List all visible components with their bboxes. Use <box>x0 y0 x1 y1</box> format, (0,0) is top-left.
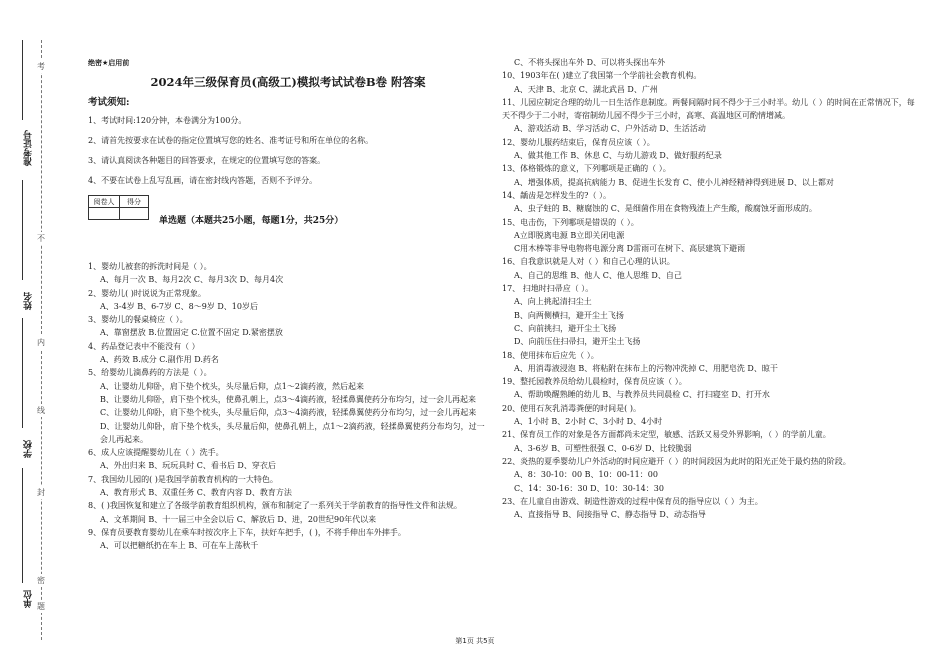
score-cell: 得分 <box>120 196 149 208</box>
question-stem: 1、婴幼儿被套的拆洗时间是（ ）。 <box>88 262 212 271</box>
question-stem: 2、婴幼儿( )时说说为正常现象。 <box>88 288 206 298</box>
question-options: A、做其他工作 B、休息 C、与幼儿游戏 D、做好服药纪录 <box>514 151 722 161</box>
question-item <box>88 526 488 553</box>
notice-heading: 考试须知: <box>88 97 130 108</box>
question-item <box>502 216 922 256</box>
question-stem: 9、保育员要教育婴幼儿在乘车时按次序上下车，扶好车把手，( )，不将手伸出车外摔手。 <box>88 527 406 537</box>
question-options: A、让婴幼儿仰卧，肩下垫个枕头，头尽量后仰，点1～2滴药液，然后起来 <box>100 381 364 391</box>
question-item <box>502 136 922 163</box>
question-options: C、不将头探出车外 D、可以将头探出车外 <box>514 58 666 67</box>
left-question-list <box>88 260 488 553</box>
question-item <box>88 473 488 500</box>
notice-item: 4、不要在试卷上乱写乱画，请在密封线内答题，否则不予评分。 <box>88 176 318 185</box>
question-options: A、1小时 B、2小时 C、3小时 D、4小时 <box>514 417 663 427</box>
field-line <box>22 468 23 583</box>
question-options: A、外出归来 B、玩玩具时 C、看书后 D、穿衣后 <box>100 461 276 471</box>
question-stem: 18、使用抹布后应先（ ）。 <box>502 350 599 360</box>
question-item <box>88 499 488 526</box>
question-options: B、让婴幼儿仰卧，肩下垫个枕头，使鼻孔朝上，点3～4滴药液，轻揉鼻翼使药分布均匀，过一会儿再起来 <box>100 394 477 404</box>
question-stem: 13、体格锻炼的意义，下列哪项是正确的（ ）。 <box>502 164 671 174</box>
question-stem: 8、( )我国恢复和建立了各级学前教育组织机构，颁布和制定了一系列关于学前教育的指导性文件和法规。 <box>88 501 462 511</box>
question-options: A、自己的思维 B、他人 C、他人思维 D、自己 <box>514 270 682 280</box>
question-options: A、可以把糖纸扔在车上 B、可在车上荡秋千 <box>100 541 259 551</box>
question-item <box>88 366 488 446</box>
question-item <box>502 162 922 189</box>
question-options: A、8：30-10：00 B、10：00-11：00 <box>514 470 658 480</box>
right-question-list <box>502 56 922 521</box>
question-options: A、靠窗摆放 B.位置固定 C.位置不固定 D.紧密摆放 <box>100 328 283 338</box>
binding-margin <box>0 0 62 671</box>
fold-char: 不 <box>37 234 45 243</box>
question-stem: 7、我国幼儿园的( )是我国学前教育机构的一大特色。 <box>88 474 278 484</box>
margin-label-unit: 单位 <box>24 590 34 608</box>
section-title: 单选题（本题共25小题，每题1分，共25分） <box>159 216 344 226</box>
question-options: C用木棒等非导电物将电源分离 D雷雨可在树下、高层建筑下避雨 <box>514 244 746 254</box>
question-options: A、每月一次 B、每月2次 C、每月3次 D、每月4次 <box>100 275 284 285</box>
question-options: A、天津 B、北京 C、湖北武昌 D、广州 <box>514 84 658 94</box>
question-options: C、向前挑扫，避开尘土飞扬 <box>514 323 617 333</box>
notice-item: 3、请认真阅读各种题目的回答要求，在规定的位置填写您的答案。 <box>88 156 326 165</box>
question-stem: 17、 扫地时扫帚应（ ）。 <box>502 284 594 294</box>
secret-mark: 绝密★启用前 <box>88 59 130 67</box>
question-stem: 6、成人应该提醒婴幼儿在（ ）洗手。 <box>88 448 224 458</box>
question-item <box>88 260 488 287</box>
fold-char: 密 <box>37 576 45 585</box>
question-stem: 20、使用石灰乳消毒粪便的时间是( )。 <box>502 403 641 413</box>
question-stem: 22、炎热的夏季婴幼儿户外活动的时间应避开（ ）的时间段因为此时的阳光正处于最灼热的阶段。 <box>502 456 851 466</box>
question-options: D、让婴幼儿仰卧，肩下垫个枕头，头尽量后仰，使鼻孔朝上，点1～2滴药液，轻揉鼻翼使药分布均匀，过一会儿再起来。 <box>100 421 485 444</box>
page-footer: 第1页 共5页 <box>455 637 495 645</box>
question-item <box>502 428 922 455</box>
question-stem: 3、婴幼儿的餐桌椅应（ ）。 <box>88 315 188 325</box>
score-blank <box>120 208 149 220</box>
question-options: A、3-6岁 B、可塑性很强 C、0-6岁 D、比较脆弱 <box>514 443 692 453</box>
question-item <box>502 255 922 282</box>
question-options: C、14：30-16：30 D、10：30-14：30 <box>514 483 664 493</box>
question-item <box>88 313 488 340</box>
margin-label-school: 学校 <box>24 440 34 458</box>
question-options: B、向两侧横扫，避开尘土飞扬 <box>514 310 624 320</box>
question-options: A、药效 B.成分 C.副作用 D.药名 <box>100 355 219 365</box>
fold-char: 封 <box>37 488 45 497</box>
question-item <box>88 446 488 473</box>
grader-cell: 阅卷人 <box>89 196 120 208</box>
question-item <box>502 455 922 495</box>
question-options: A、文革期间 B、十一届三中全会以后 C、解放后 D、进，20世纪90年代以来 <box>100 514 377 524</box>
fold-char: 线 <box>37 406 45 415</box>
field-line <box>22 318 23 428</box>
question-item <box>88 287 488 314</box>
question-stem: 11、儿园应制定合理的幼儿一日生活作息制度。两餐间隔时间不得少于三小时半。幼儿（ ）的时间在正常情况下，每天不得少于二小时，寄宿制幼儿园不得少于三小时，高寒、高温地区可酌情增减。 <box>502 97 915 121</box>
score-area <box>88 195 488 226</box>
left-column <box>88 58 488 553</box>
question-options: A、虫子蛀的 B、糖腐蚀的 C、是细菌作用在食物残渣上产生酸，酸腐蚀牙面形成的。 <box>514 204 817 214</box>
score-table <box>88 195 149 220</box>
right-column <box>502 56 922 521</box>
question-options: C、让婴幼儿仰卧，肩下垫个枕头，头尽量后仰，点3～4滴药液，轻揉鼻翼使药分布均匀，过一会儿再起来 <box>100 408 477 418</box>
question-stem: 14、龋齿是怎样发生的?（ ）。 <box>502 190 612 200</box>
exam-notice <box>88 94 488 186</box>
question-stem: 10、1903年在( )建立了我国第一个学前社会教育机构。 <box>502 71 702 81</box>
question-stem: 23、在儿童自由游戏、制造性游戏的过程中保育员的指导应以（ ）为主。 <box>502 496 763 506</box>
question-item <box>502 349 922 376</box>
question-item <box>502 282 922 348</box>
question-options: A、3-4岁 B、6-7岁 C、8～9岁 D、10岁后 <box>100 301 258 311</box>
question-stem: 16、自我意识就是人对（ ）和自己心理的认识。 <box>502 257 675 267</box>
question-item <box>502 56 922 69</box>
question-stem: 4、药品登记表中不能没有（ ） <box>88 341 200 351</box>
field-line <box>22 40 23 120</box>
question-options: A、向上挑起清扫尘土 <box>514 297 592 307</box>
question-options: A立即脱离电源 B立即关闭电源 <box>514 230 625 240</box>
question-stem: 15、电击伤，下列哪项是错误的（ ）。 <box>502 217 639 227</box>
question-item <box>502 402 922 429</box>
notice-item: 1、考试时间:120分钟，本卷满分为100分。 <box>88 116 247 125</box>
question-options: A、教育形式 B、双重任务 C、教育内容 D、教育方法 <box>100 488 292 498</box>
fold-char: 题 <box>37 602 45 611</box>
page-title: 2024年三级保育员(高级工)模拟考试试卷B卷 附答案 <box>150 75 426 89</box>
question-options: A、游戏活动 B、学习活动 C、户外活动 D、生活活动 <box>514 124 706 134</box>
question-item <box>502 375 922 402</box>
question-item <box>502 69 922 96</box>
question-item <box>502 495 922 522</box>
question-item <box>502 96 922 136</box>
question-stem: 5、给婴幼儿滴鼻药的方法是（ ）。 <box>88 368 212 378</box>
notice-item: 2、请首先按要求在试卷的指定位置填写您的姓名、准考证号和所在单位的名称。 <box>88 136 374 145</box>
fold-char: 内 <box>37 338 45 347</box>
margin-label-name: 姓名 <box>24 292 34 310</box>
margin-label-exam-number: 准考证号 <box>24 130 34 166</box>
question-stem: 12、婴幼儿服药结束后，保育员应该（ ）。 <box>502 137 655 147</box>
field-line <box>22 180 23 280</box>
grader-blank <box>89 208 120 220</box>
question-stem: 21、保育员工作的对象是各方面都尚未定型，敏感、活跃又易受外界影响，（ ）的学前儿童。 <box>502 430 831 440</box>
question-options: A、用消毒液浸泡 B、将粘附在抹布上的污物冲洗掉 C、用肥皂洗 D、晾干 <box>514 363 778 373</box>
question-item <box>88 340 488 367</box>
question-item <box>502 189 922 216</box>
question-options: A、帮助唤醒熟睡的幼儿 B、与教养员共同晨检 C、打扫寝室 D、打开水 <box>514 390 770 400</box>
question-options: A、增强体质，提高抗病能力 B、促进生长发育 C、使小儿神经精神得到进展 D、以上都对 <box>514 177 834 187</box>
fold-char: 考 <box>37 62 45 71</box>
question-options: D、向前压住扫帚扫，避开尘土飞扬 <box>514 337 641 347</box>
question-options: A、直接指导 B、间接指导 C、静态指导 D、动态指导 <box>514 510 706 520</box>
question-stem: 19、整托园教养员给幼儿晨检时，保育员应该（ ）。 <box>502 377 687 387</box>
